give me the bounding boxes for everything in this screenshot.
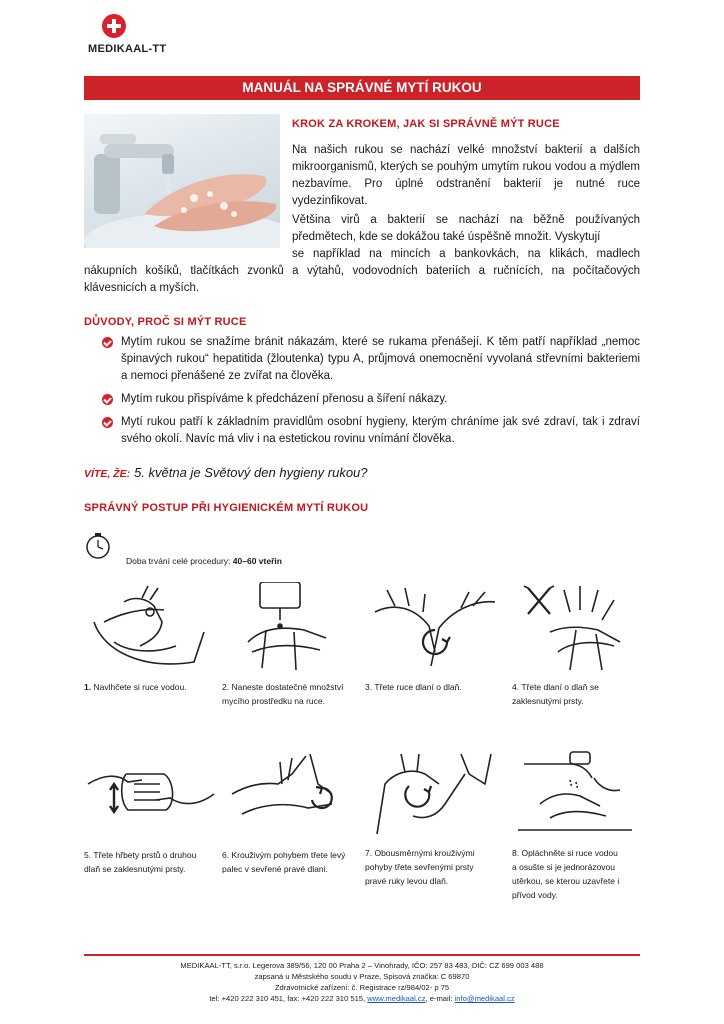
did-you-know-text: 5. května je Světový den hygieny rukou? — [134, 465, 368, 480]
procedure-heading: SPRÁVNÝ POSTUP PŘI HYGIENICKÉM MYTÍ RUKOU — [84, 502, 369, 514]
did-you-know-lead: VÍTE, ŽE: — [84, 468, 131, 480]
step-4-caption: 4. Třete dlaní o dlaň se zaklesnutými prsty. — [512, 682, 599, 706]
footer-divider — [84, 954, 640, 956]
intro-paragraph-3: se například na mincích a bankovkách, na klikách, madlech nákupních košíků, tlačítkách zvonků a výtahů, vodovodních bateriích a ručnících, na počítačových klávesnicích a myších. — [84, 248, 640, 294]
list-item: Mytí rukou patří k základním pravidlům osobní hygieny, kterým chráníme jak své zdraví, tak i zdraví svého okolí. Navíc má vliv i na estetickou rovinu vnímání člověka. — [84, 414, 640, 448]
step-8-caption: 8. Opláchněte si ruce vodou a osušte si je jednorázovou utěrkou, se kterou uzavřete i přívod vody. — [512, 848, 620, 900]
step-3-illustration — [365, 582, 505, 674]
email-link[interactable]: info@medikaal.cz — [454, 994, 515, 1003]
handwashing-photo — [84, 114, 280, 248]
medical-cross-icon — [102, 14, 126, 38]
reasons-heading: DŮVODY, PROČ SI MÝT RUCE — [84, 316, 247, 328]
step-8-illustration — [510, 744, 640, 836]
check-bullet-icon — [102, 394, 113, 405]
step-4-illustration — [510, 582, 640, 674]
intro-paragraph-2: Většina virů a bakterií se nachází na běžně používaných předmětech, kde se dokážou také úspěšně množit. Vyskytují — [292, 214, 640, 243]
footer-contact: tel: +420 222 310 451, fax: +420 222 310 515, www.medikaal.cz, e-mail: info@medikaal.cz — [209, 994, 515, 1003]
footer-line-3: Zdravotnické zařízení: č. Registrace rz/984/02- p 75 — [274, 983, 450, 992]
step-2-illustration — [222, 582, 352, 674]
footer — [84, 960, 640, 1004]
company-logo — [88, 14, 208, 64]
did-you-know — [84, 465, 368, 480]
website-link[interactable]: www.medikaal.cz — [367, 994, 426, 1003]
step-5-caption: 5. Třete hřbety prstů o druhou dlaň se zaklesnutými prsty. — [84, 850, 197, 874]
step-1-caption: 1. Navlhčete si ruce vodou. — [84, 682, 187, 692]
step-6-illustration — [222, 744, 356, 836]
step-2-caption: 2. Naneste dostatečné množství mycího prostředku na ruce. — [222, 682, 344, 706]
step-1-illustration — [84, 582, 214, 674]
check-bullet-icon — [102, 417, 113, 428]
intro-heading: KROK ZA KROKEM, JAK SI SPRÁVNĚ MÝT RUCE — [292, 118, 560, 130]
company-name: MEDIKAAL-TT — [88, 43, 167, 55]
list-item: Mytím rukou přispíváme k předcházení přenosu a šíření nákazy. — [84, 391, 640, 408]
check-bullet-icon — [102, 337, 113, 348]
reasons-list — [84, 334, 640, 454]
clock-icon — [84, 532, 112, 560]
duration-text: Doba trvání celé procedury: 40–60 vteřin — [126, 556, 282, 566]
step-3-caption: 3. Třete ruce dlaní o dlaň. — [365, 682, 462, 692]
footer-line-2: zapsaná u Městského soudu v Praze, Spisová značka: C 69870 — [254, 972, 470, 981]
footer-line-1: MEDIKAAL-TT, s.r.o. Legerova 389/56, 120 00 Praha 2 – Vinohrady, IČO: 257 83 483, DIČ: CZ 699 003 488 — [180, 961, 544, 970]
step-7-caption: 7. Obousměrnými krouživými pohyby třete sevřenými prsty pravé ruky levou dlaň. — [365, 848, 475, 886]
intro-paragraph-1: Na našich rukou se nachází velké množství bakterií a dalších mikroorganismů, kterých se pouhým umytím rukou vodou a mýdlem nezbavíme. Pro úplné odstranění bakterií je nutné ruce vydezinfikovat. — [292, 144, 640, 207]
step-6-caption: 6. Krouživým pohybem třete levý palec v sevřené pravé dlani. — [222, 850, 346, 874]
step-5-illustration — [84, 744, 218, 836]
page-title: MANUÁL NA SPRÁVNÉ MYTÍ RUKOU — [84, 76, 640, 100]
step-7-illustration — [365, 744, 505, 836]
list-item: Mytím rukou se snažíme bránit nákazám, které se rukama přenášejí. K těm patří například „nemoc špinavých rukou“ hepatitida (žloutenka) typu A, průjmová onemocnění vyvolaná střevními bakteriemi a nemoci přenášené ze zvířat na člověka. — [84, 334, 640, 385]
